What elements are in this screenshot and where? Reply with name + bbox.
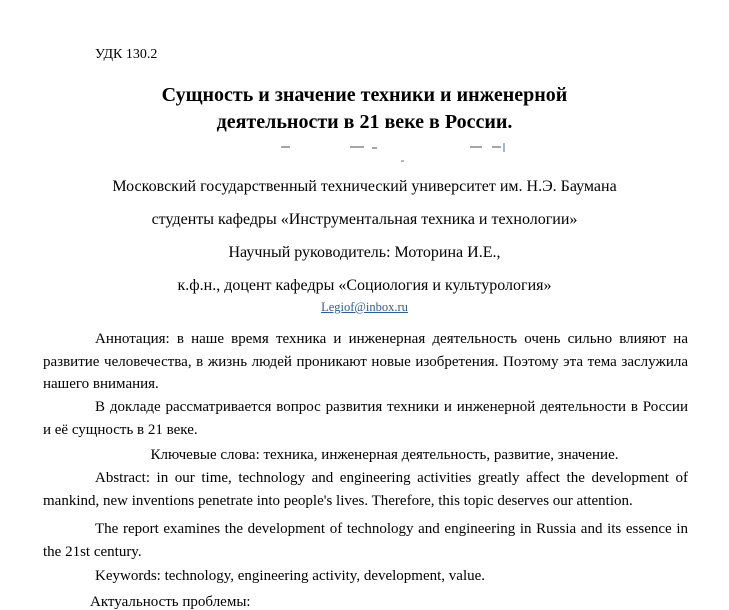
paragraph-abstract-en: Abstract: in our time, technology and engineering activities greatly affect the development of mankind, new inventions penetrate into people's lives. Therefore, this topic deserves our attention. bbox=[43, 470, 688, 509]
supervisor-line: Научный руководитель: Моторина И.Е., bbox=[228, 244, 501, 261]
erased-text-fragment bbox=[492, 146, 501, 148]
erased-text-fragment bbox=[401, 160, 404, 162]
erased-text-fragment bbox=[470, 146, 482, 148]
affiliation-department: студенты кафедры «Инструментальная техника и технологии» bbox=[151, 211, 578, 228]
erased-text-fragment bbox=[372, 147, 377, 149]
erased-text-fragment bbox=[503, 143, 505, 152]
erased-text-fragment bbox=[281, 146, 290, 148]
keywords-ru-line: Ключевые слова: техника, инженерная деятельность, развитие, значение. bbox=[150, 447, 619, 463]
document-title-text: Сущность и значение техники и инженерной деятельности в 21 веке в России. bbox=[161, 84, 568, 133]
paragraph-report-en: The report examines the development of technology and engineering in Russia and its essence in the 21st century. bbox=[43, 521, 688, 560]
email-link[interactable]: Legiof@inbox.ru bbox=[321, 300, 408, 314]
email-line bbox=[0, 300, 729, 315]
keywords-en-line: Keywords: technology, engineering activity, development, value. bbox=[95, 568, 486, 584]
paragraph-report-ru: В докладе рассматривается вопрос развития техники и инженерной деятельности в России и её сущность в 21 веке. bbox=[43, 399, 688, 438]
section-heading-relevance: Актуальность проблемы: bbox=[90, 594, 251, 610]
affiliation-university: Московский государственный технический университет им. Н.Э. Баумана bbox=[112, 178, 617, 195]
paragraph-annotation-ru: Аннотация: в наше время техника и инженерная деятельность очень сильно влияют на развитие человечества, в жизнь людей проникают новые изобретения. Поэтому эта тема заслужила нашего внимания. bbox=[43, 331, 688, 393]
supervisor-degree-line: к.ф.н., доцент кафедры «Социология и культурология» bbox=[177, 277, 552, 294]
document-title bbox=[0, 82, 729, 136]
erased-text-fragment bbox=[350, 146, 364, 148]
udk-code: УДК 130.2 bbox=[95, 47, 158, 62]
